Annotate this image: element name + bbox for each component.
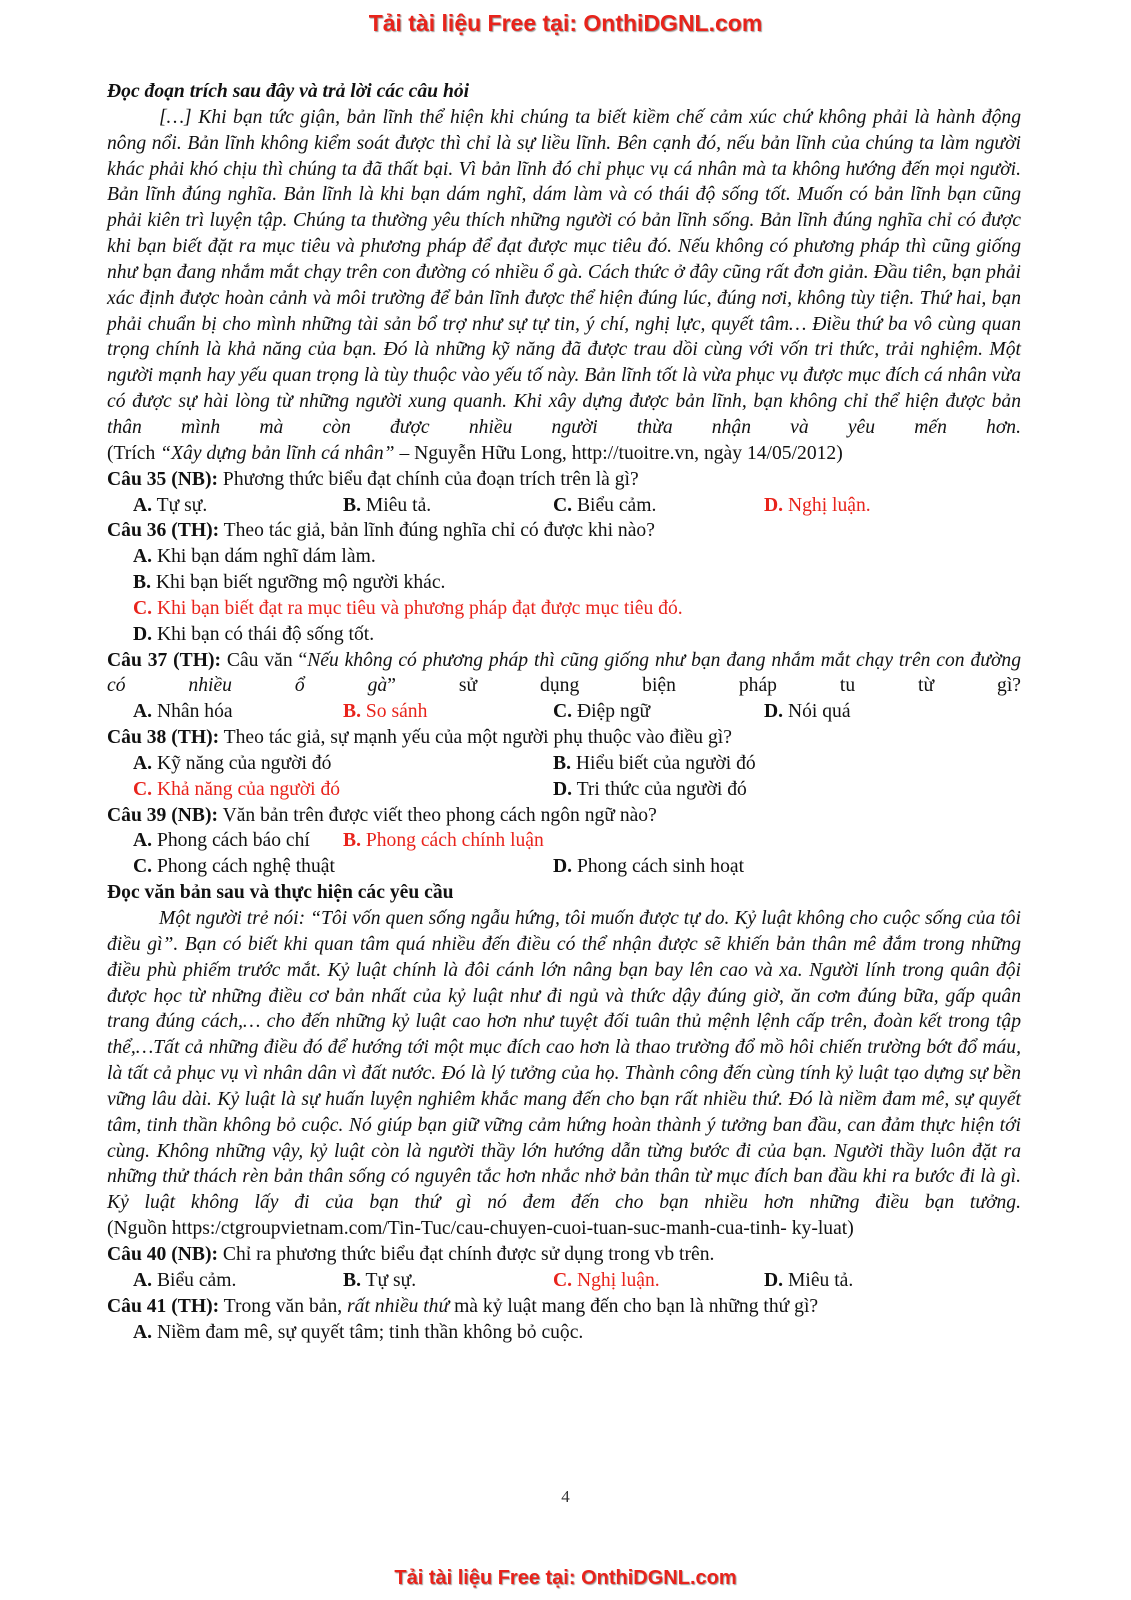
question-label: Câu 38 (TH): — [107, 727, 220, 749]
question-36 — [107, 518, 1021, 544]
option-d-correct: D. Nghị luận. — [764, 494, 871, 516]
section-heading-2: Đọc văn bản sau và thực hiện các yêu cầu — [107, 882, 454, 904]
question-text: Theo tác giả, bản lĩnh đúng nghĩa chỉ có được khi nào? — [219, 520, 655, 542]
option-c-correct: C. Nghị luận. — [553, 1269, 660, 1291]
option-b-correct: B. Phong cách chính luận — [343, 830, 544, 852]
source-prefix: (Trích — [107, 442, 161, 464]
question-label: Câu 39 (NB): — [107, 804, 219, 826]
option-c-correct: C. Khi bạn biết đạt ra mục tiêu và phương pháp đạt được mục tiêu đó. — [133, 597, 683, 619]
header-banner[interactable]: Tải tài liệu Free tại: OnthiDGNL.com — [368, 10, 763, 36]
question-38 — [107, 725, 1021, 751]
options-40 — [107, 1268, 1021, 1294]
option-d: D. Nói quá — [764, 701, 851, 723]
question-text: Văn bản trên được viết theo phong cách ngôn ngữ nào? — [218, 804, 657, 826]
question-41: Câu 41 (TH): Trong văn bản, rất nhiều thứ mà kỷ luật mang đến cho bạn là những thứ gì? — [107, 1295, 819, 1317]
options-39-row2 — [107, 854, 1021, 880]
question-quote: Nếu không có phương pháp thì cũng giống như bạn đang nhắm mắt chạy trên con đường có nhiều ổ gà — [107, 649, 1021, 697]
options-37 — [107, 699, 1021, 725]
option-d: D. Phong cách sinh hoạt — [553, 856, 745, 878]
question-label: Câu 35 (NB): — [107, 468, 219, 490]
option-b: B. Tự sự. — [343, 1269, 417, 1291]
footer-banner[interactable]: Tải tài liệu Free tại: OnthiDGNL.com — [394, 1567, 737, 1589]
option-c: C. Phong cách nghệ thuật — [133, 856, 335, 878]
option-a: A. Tự sự. — [133, 494, 208, 516]
option-b: B. Hiểu biết của người đó — [553, 752, 756, 774]
question-text: Phương thức biểu đạt chính của đoạn trích trên là gì? — [218, 468, 639, 490]
option-d: D. Khi bạn có thái độ sống tốt. — [133, 623, 375, 645]
passage-1: […] Khi bạn tức giận, bản lĩnh thể hiện khi chúng ta biết kiềm chế cảm xúc chứ không phải là hành động nông nổi. Bản lĩnh không kiểm soát được thì chỉ là sự liều lĩnh. Bên cạnh đó, nếu bản lĩnh của chúng ta làm người khác phải khó chịu thì chúng ta đã thất bại. Vì bản lĩnh đó chỉ phục vụ cá nhân mà ta không hướng đến mọi người. Bản lĩnh đúng nghĩa. Bản lĩnh là khi bạn dám nghĩ, dám làm và có thái độ sống tốt. Muốn có bản lĩnh bạn cũng phải kiên trì luyện tập. Chúng ta thường yêu thích những người có bản lĩnh sống. Bản lĩnh đúng nghĩa chỉ có được khi bạn biết đặt ra mục tiêu và phương pháp để đạt được mục tiêu đó. Nếu không có phương pháp thì cũng giống như bạn đang nhắm mắt chạy trên con đường có nhiều ổ gà. Cách thức ở đây cũng rất đơn giản. Đầu tiên, bạn phải xác định được hoàn cảnh và môi trường để bản lĩnh được thể hiện đúng lúc, đúng nơi, không tùy tiện. Thứ hai, bạn phải chuẩn bị cho mình những tài sản bổ trợ như sự tự tin, ý chí, nghị lực, quyết tâm… Điều thứ ba vô cùng quan trọng chính là khả năng của bạn. Đó là những kỹ năng đã được trau dồi cùng với vốn tri thức, trải nghiệm. Một người mạnh hay yếu quan trọng là tùy thuộc vào yếu tố này. Bản lĩnh tốt là vừa phục vụ được mục đích cá nhân vừa có được sự hài lòng từ những người xung quanh. Khi xây dựng được bản lĩnh, bạn không chỉ thể hiện được bản thân mình mà còn được nhiều người thừa nhận và yêu mến hơn. — [107, 106, 1021, 438]
option-a: A. Biểu cảm. — [133, 1269, 237, 1291]
source-citation-1 — [107, 441, 1021, 467]
question-35 — [107, 467, 1021, 493]
source-suffix: – Nguyễn Hữu Long, http://tuoitre.vn, ngày 14/05/2012) — [394, 442, 843, 464]
question-label: Câu 37 (TH): — [107, 649, 222, 671]
option-a: A. Nhân hóa — [133, 701, 233, 723]
option-c-correct: C. Khả năng của người đó — [133, 778, 341, 800]
option-a: A. Phong cách báo chí — [133, 830, 310, 852]
question-37: Câu 37 (TH): Câu văn “Nếu không có phương pháp thì cũng giống như bạn đang nhắm mắt chạy trên con đường có nhiều ổ gà” sử dụng biện pháp tu từ gì? — [107, 649, 1021, 697]
option-a: A. Niềm đam mê, sự quyết tâm; tinh thần không bỏ cuộc. — [133, 1321, 584, 1343]
options-35 — [107, 493, 1021, 519]
option-d: D. Tri thức của người đó — [553, 778, 747, 800]
source-citation-2: (Nguồn https:/ctgroupvietnam.com/Tin-Tuc/cau-chuyen-cuoi-tuan-suc-manh-cua-tinh- ky-luat) — [107, 1218, 854, 1240]
source-title: “Xây dựng bản lĩnh cá nhân” — [160, 442, 395, 464]
options-38-row2 — [107, 777, 1021, 803]
question-emphasis: rất nhiều thứ — [347, 1295, 450, 1317]
options-39-row1 — [107, 828, 1021, 854]
passage-2: Một người trẻ nói: “Tôi vốn quen sống ngẫu hứng, tôi muốn được tự do. Kỷ luật không cho cuộc sống của tôi điều gì”. Bạn có biết khi quan tâm quá nhiều đến điều có thể nhận được sẽ khiến bản thân mê đắm trong những điều phù phiếm trước mắt. Kỷ luật chính là đôi cánh lớn nâng bạn bay lên cao và xa. Người lính trong quân đội được học từ những điều cơ bản nhất của kỷ luật như đi ngủ và thức dậy đúng giờ, ăn cơm đúng bữa, gấp quân trang đúng cách,… cho đến những kỷ luật cao hơn như tuyệt đối tuân thủ mệnh lệnh cấp trên, đoàn kết trong tập thể,…Tất cả những điều đó để hướng tới một mục đích cao hơn là thao trường đổ mồ hôi chiến trường bớt đổ máu, là tất cả phục vụ vì nhân dân vì đất nước. Đó là lý tưởng của họ. Thành công đến cùng tính kỷ luật tạo dựng sự bền vững lâu dài. Kỷ luật là sự huấn luyện nghiêm khắc mang đến cho bạn rất nhiều thứ. Đó là niềm đam mê, sự quyết tâm, tinh thần không bỏ cuộc. Nó giúp bạn giữ vững cảm hứng hoàn thành ý tưởng ban đầu, can đảm thực hiện tới cùng. Không những vậy, kỷ luật còn là người thầy lớn hướng dẫn từng bước đi của bạn. Người thầy luôn đặt ra những thử thách rèn bản thân sống có nguyên tắc hơn nhắc nhở bản thân từ mục đích ban đầu khi ra bước đi là gì. Kỷ luật không lấy đi của bạn thứ gì nó đem đến cho bạn nhiều hơn những điều bạn tưởng. — [107, 908, 1021, 1214]
option-d: D. Miêu tả. — [764, 1269, 854, 1291]
option-b: B. Miêu tả. — [343, 494, 432, 516]
options-38-row1 — [107, 751, 1021, 777]
question-label: Câu 41 (TH): — [107, 1295, 220, 1317]
option-c: C. Điệp ngữ — [553, 701, 651, 723]
option-a: A. Kỹ năng của người đó — [133, 752, 332, 774]
page-number: 4 — [561, 1487, 570, 1506]
option-b: B. Khi bạn biết ngưỡng mộ người khác. — [133, 572, 446, 594]
section-heading: Đọc đoạn trích sau đây và trả lời các câu hỏi — [107, 81, 470, 102]
document-body — [107, 79, 1021, 1345]
question-label: Câu 40 (NB): — [107, 1243, 219, 1265]
question-40 — [107, 1242, 1021, 1268]
question-39 — [107, 803, 1021, 829]
option-a: A. Khi bạn dám nghĩ dám làm. — [133, 546, 376, 568]
question-label: Câu 36 (TH): — [107, 520, 220, 542]
question-text: Chỉ ra phương thức biểu đạt chính được sử dụng trong vb trên. — [218, 1243, 715, 1265]
question-text: Theo tác giả, sự mạnh yếu của một người phụ thuộc vào điều gì? — [219, 727, 732, 749]
option-b-correct: B. So sánh — [343, 701, 428, 723]
option-c: C. Biểu cảm. — [553, 494, 657, 516]
